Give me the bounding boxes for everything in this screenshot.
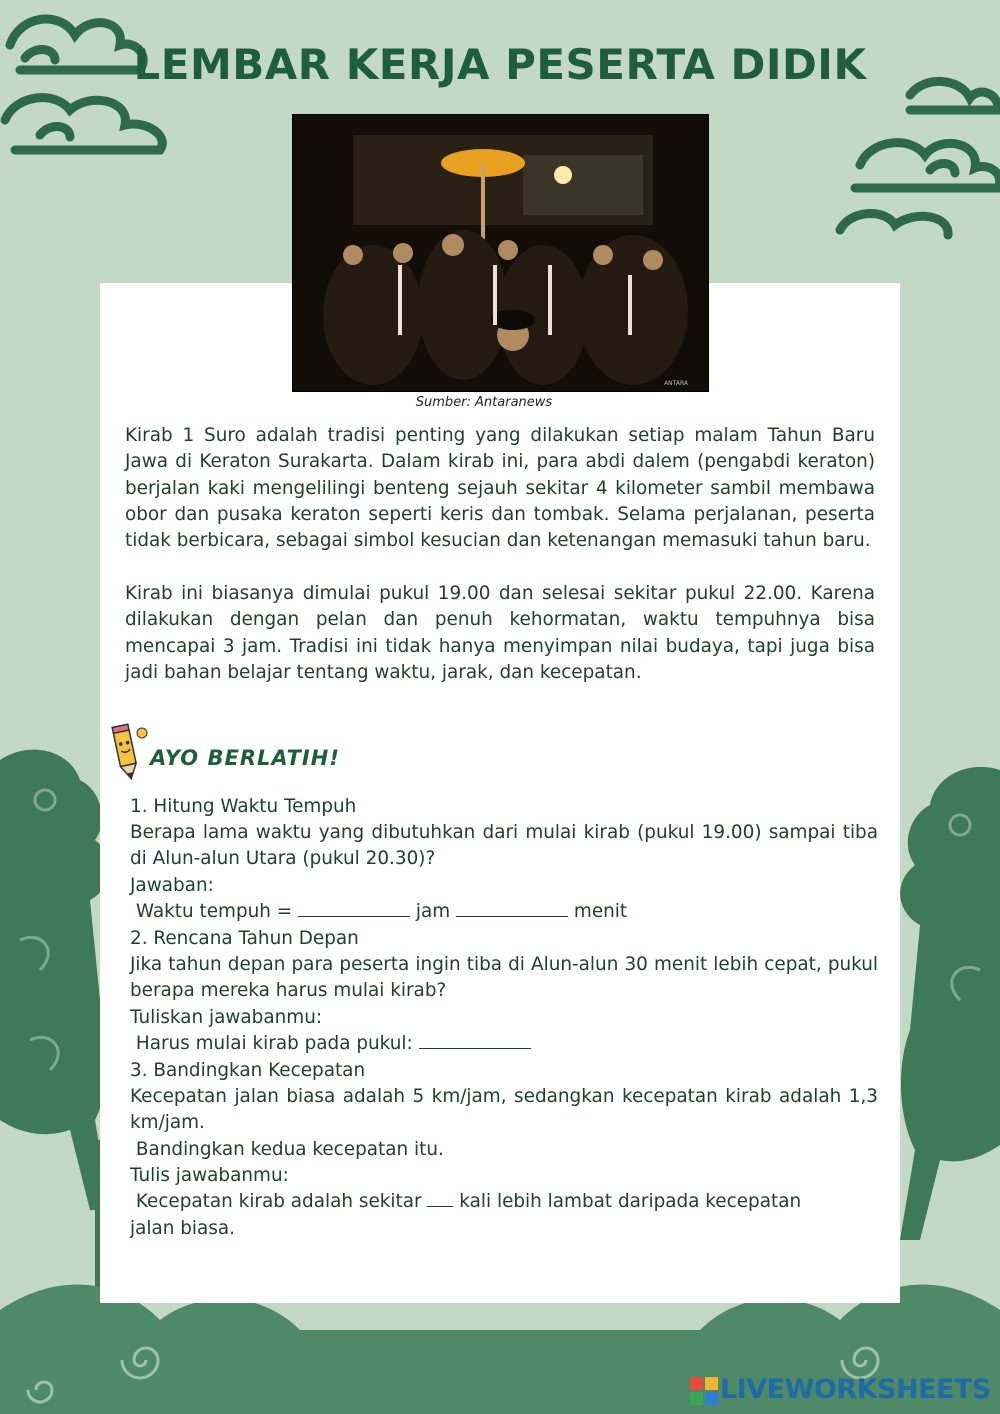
q3-answer-suffix-1: kali lebih lambat daripada kecepatan: [459, 1191, 802, 1212]
q3-answer-line: [130, 1189, 878, 1215]
q1-answer-line: [130, 899, 878, 925]
q2-time-blank[interactable]: [419, 1032, 531, 1049]
q2-answer-label: Tuliskan jawabanmu:: [130, 1007, 323, 1028]
q3-ratio-blank[interactable]: [427, 1190, 453, 1207]
reading-paragraph-1: Kirab 1 Suro adalah tradisi penting yang dilakukan setiap malam Tahun Baru Jawa di Keraton Surakarta. Dalam kirab ini, para abdi dalem (pengabdi keraton) berjalan kaki mengelilingi benteng sejauh sekitar 4 kilometer sambil membawa obor dan pusaka keraton seperti keris dan tombak. Selama perjalanan, peserta tidak berbicara, sebagai simbol kesucian dan ketenangan memasuki tahun baru.: [125, 425, 875, 552]
q1-unit-minutes: menit: [573, 901, 628, 922]
q1-answer-label: Jawaban:: [130, 875, 214, 896]
q1-unit-hours: jam: [415, 901, 451, 922]
q1-minutes-blank[interactable]: [456, 900, 568, 917]
q1-hours-blank[interactable]: [298, 900, 410, 917]
q3-heading: 3. Bandingkan Kecepatan: [130, 1060, 366, 1081]
pencil-mascot-icon: [106, 723, 148, 785]
liveworksheets-logo-text: LIVEWORKSHEETS: [720, 1374, 991, 1405]
q3-answer-label: Tulis jawabanmu:: [130, 1165, 289, 1186]
q3-question: Kecepatan jalan biasa adalah 5 km/jam, sedangkan kecepatan kirab adalah 1,3 km/jam.: [130, 1086, 878, 1134]
q2-answer-prefix: Harus mulai kirab pada pukul:: [135, 1033, 413, 1054]
procession-photo: [292, 114, 709, 392]
liveworksheets-logo[interactable]: [690, 1374, 991, 1405]
q1-answer-prefix: Waktu tempuh =: [135, 901, 293, 922]
q3-instruction: [130, 1137, 878, 1163]
cloud-ornament-top-right: [830, 70, 1000, 240]
q3-answer-suffix-2: jalan biasa.: [130, 1218, 236, 1239]
q1-heading: 1. Hitung Waktu Tempuh: [130, 796, 357, 817]
photo-watermark: ANTARA: [664, 380, 688, 387]
q3-answer-prefix: Kecepatan kirab adalah sekitar: [135, 1191, 422, 1212]
reading-paragraph-2: Kirab ini biasanya dimulai pukul 19.00 dan selesai sekitar pukul 22.00. Karena dilakukan dengan pelan dan penuh kehormatan, waktu tempuhnya bisa mencapai 3 jam. Tradisi ini tidak hanya menyimpan nilai budaya, tapi juga bisa jadi bahan belajar tentang waktu, jarak, dan kecepatan.: [125, 583, 875, 683]
practice-title: AYO BERLATIH!: [150, 746, 340, 770]
q3-instruction-text: Bandingkan kedua kecepatan itu.: [135, 1139, 444, 1160]
q2-heading: 2. Rencana Tahun Depan: [130, 928, 359, 949]
q2-question: Jika tahun depan para peserta ingin tiba di Alun-alun 30 menit lebih cepat, pukul berapa mereka harus mulai kirab?: [130, 954, 878, 1002]
photo-caption: Sumber: Antaranews: [415, 395, 553, 410]
page-title: LEMBAR KERJA PESERTA DIDIK: [133, 40, 867, 89]
q2-answer-line: [130, 1031, 878, 1057]
liveworksheets-logo-icon: [690, 1377, 718, 1405]
q1-question: Berapa lama waktu yang dibutuhkan dari mulai kirab (pukul 19.00) sampai tiba di Alun-alun Utara (pukul 20.30)?: [130, 822, 878, 870]
